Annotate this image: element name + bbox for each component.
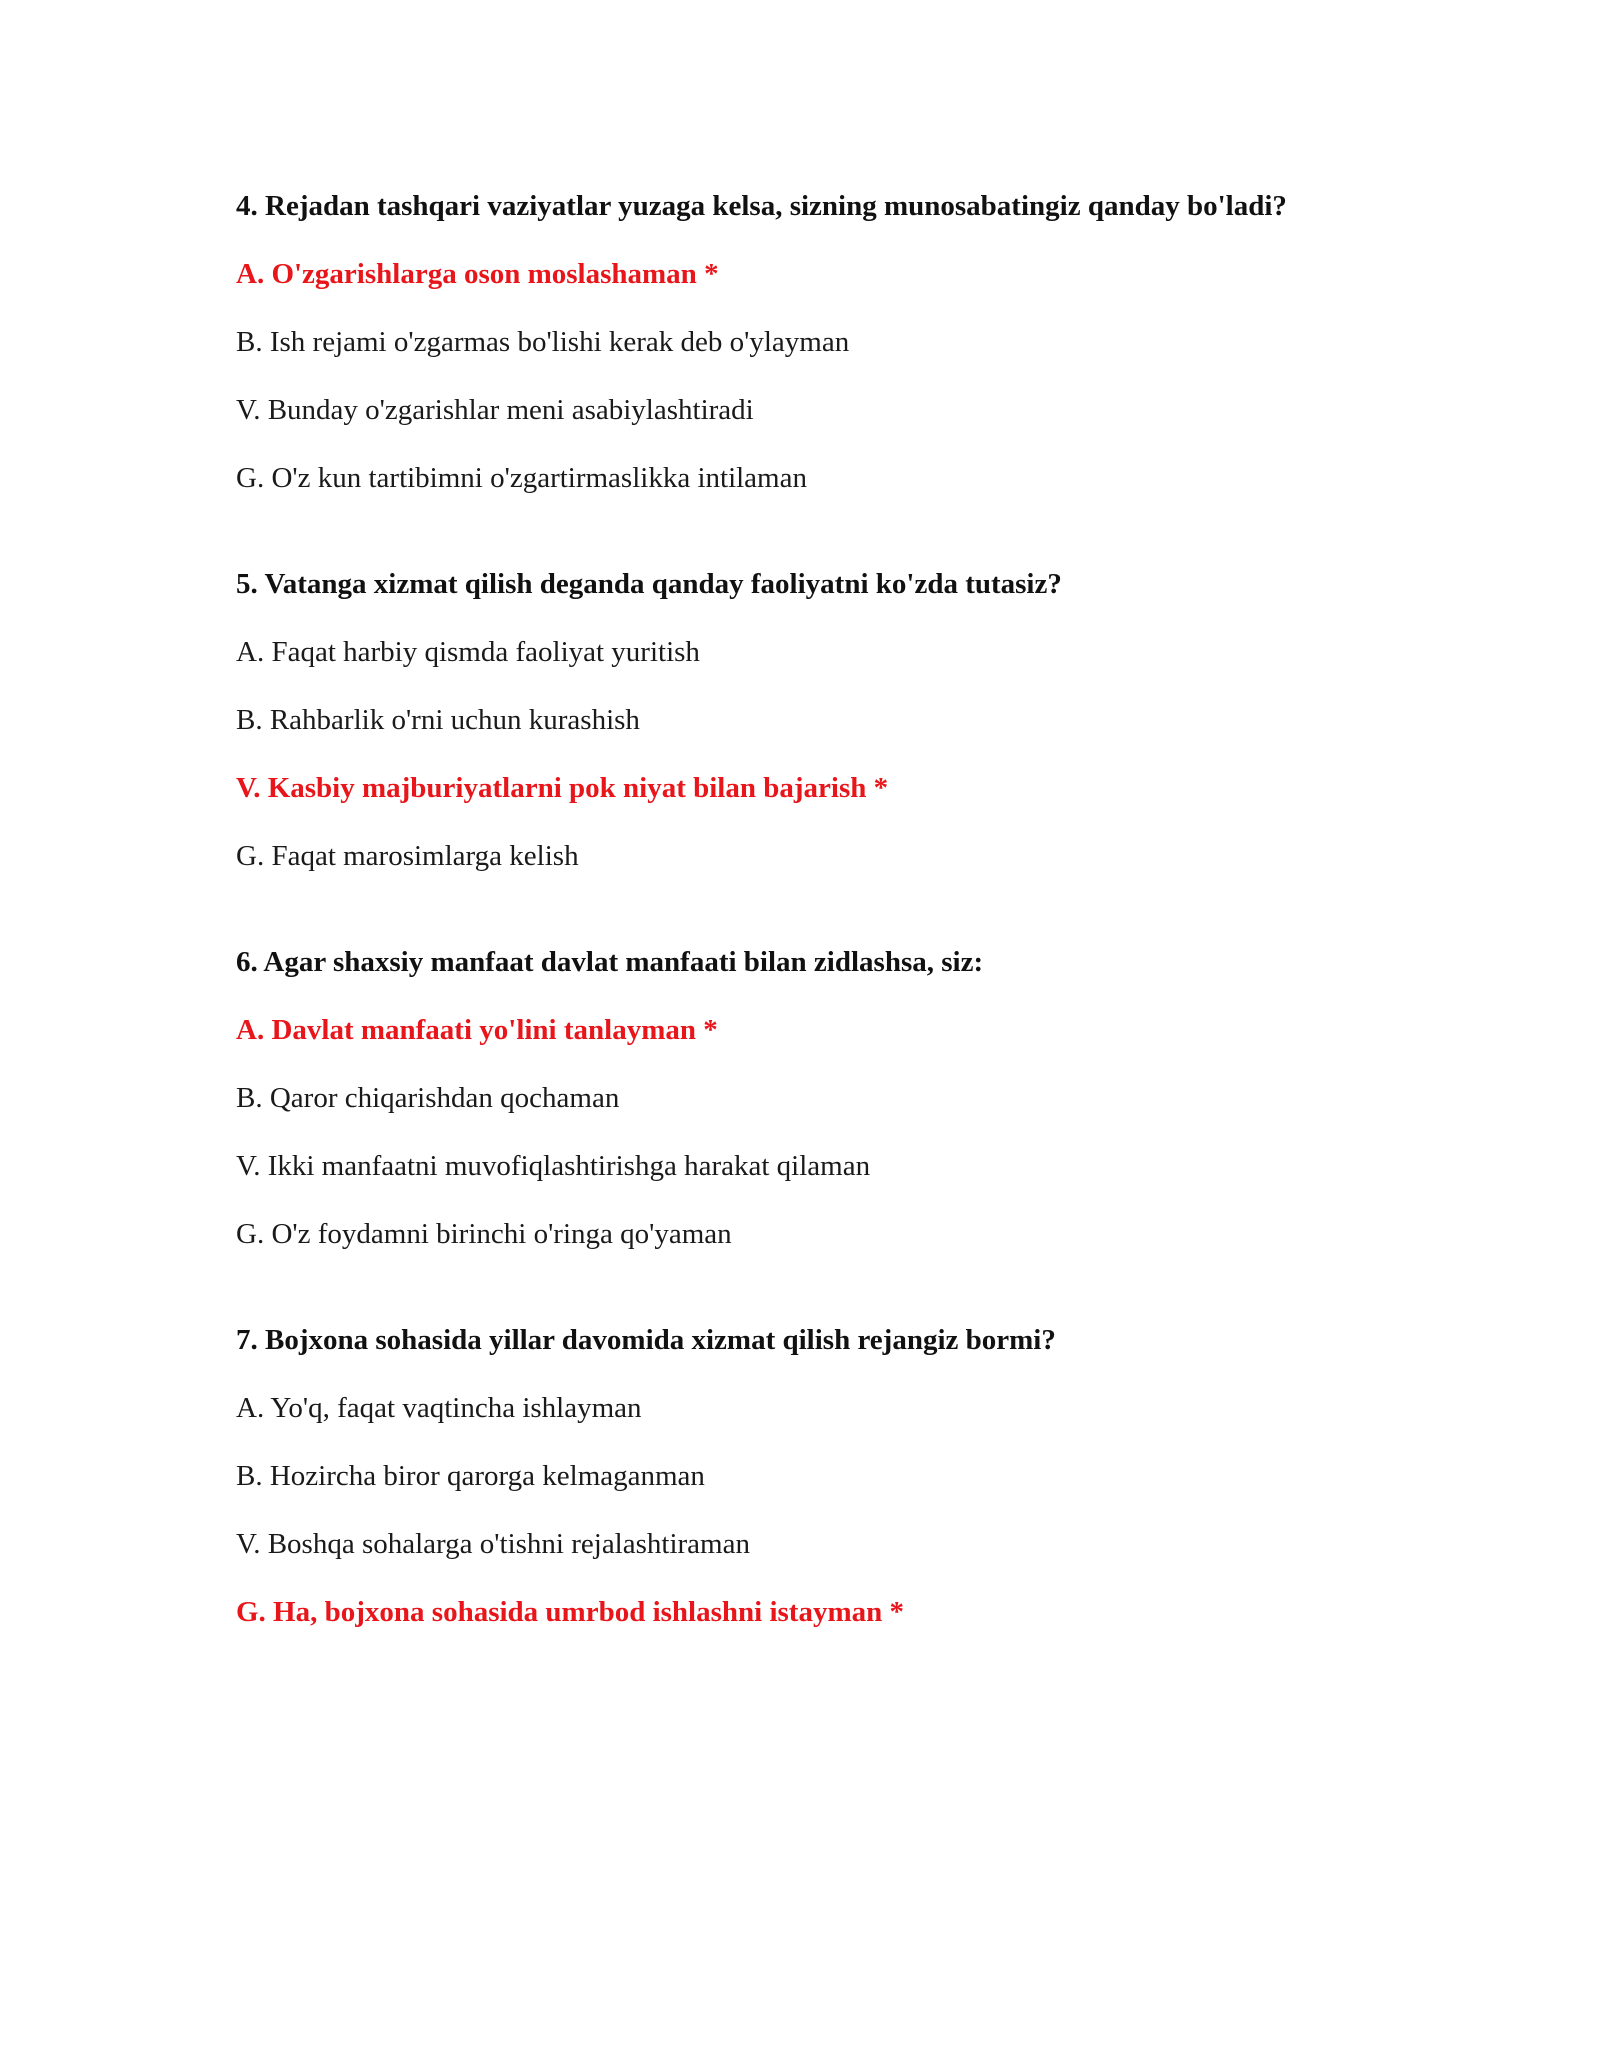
option-a: A. Davlat manfaati yo'lini tanlayman *	[236, 1014, 718, 1046]
question-4	[236, 186, 1386, 498]
option-g: G. O'z foydamni birinchi o'ringa qo'yaman	[236, 1218, 732, 1250]
question-5	[236, 564, 1386, 876]
question-text: 6. Agar shaxsiy manfaat davlat manfaati bilan zidlashsa, siz:	[236, 946, 984, 978]
question-list	[236, 186, 1386, 1698]
option-g: G. Faqat marosimlarga kelish	[236, 840, 579, 872]
option-a: A. O'zgarishlarga oson moslashaman *	[236, 258, 719, 290]
option-b: B. Ish rejami o'zgarmas bo'lishi kerak deb o'ylayman	[236, 326, 850, 358]
question-text: 4. Rejadan tashqari vaziyatlar yuzaga kelsa, sizning munosabatingiz qanday bo'ladi?	[236, 190, 1287, 222]
option-b: B. Qaror chiqarishdan qochaman	[236, 1082, 620, 1114]
option-b: B. Hozircha biror qarorga kelmaganman	[236, 1460, 705, 1492]
option-b: B. Rahbarlik o'rni uchun kurashish	[236, 704, 640, 736]
option-g: G. O'z kun tartibimni o'zgartirmaslikka intilaman	[236, 462, 807, 494]
question-text: 5. Vatanga xizmat qilish deganda qanday faoliyatni ko'zda tutasiz?	[236, 568, 1062, 600]
option-g: G. Ha, bojxona sohasida umrbod ishlashni istayman *	[236, 1596, 904, 1628]
option-v: V. Ikki manfaatni muvofiqlashtirishga harakat qilaman	[236, 1150, 871, 1182]
option-v: V. Kasbiy majburiyatlarni pok niyat bilan bajarish *	[236, 772, 889, 804]
option-a: A. Faqat harbiy qismda faoliyat yuritish	[236, 636, 700, 668]
question-text: 7. Bojxona sohasida yillar davomida xizmat qilish rejangiz bormi?	[236, 1324, 1056, 1356]
option-v: V. Bunday o'zgarishlar meni asabiylashtiradi	[236, 394, 754, 426]
option-a: A. Yo'q, faqat vaqtincha ishlayman	[236, 1392, 642, 1424]
question-7	[236, 1320, 1386, 1632]
option-v: V. Boshqa sohalarga o'tishni rejalashtiraman	[236, 1528, 750, 1560]
question-6	[236, 942, 1386, 1254]
